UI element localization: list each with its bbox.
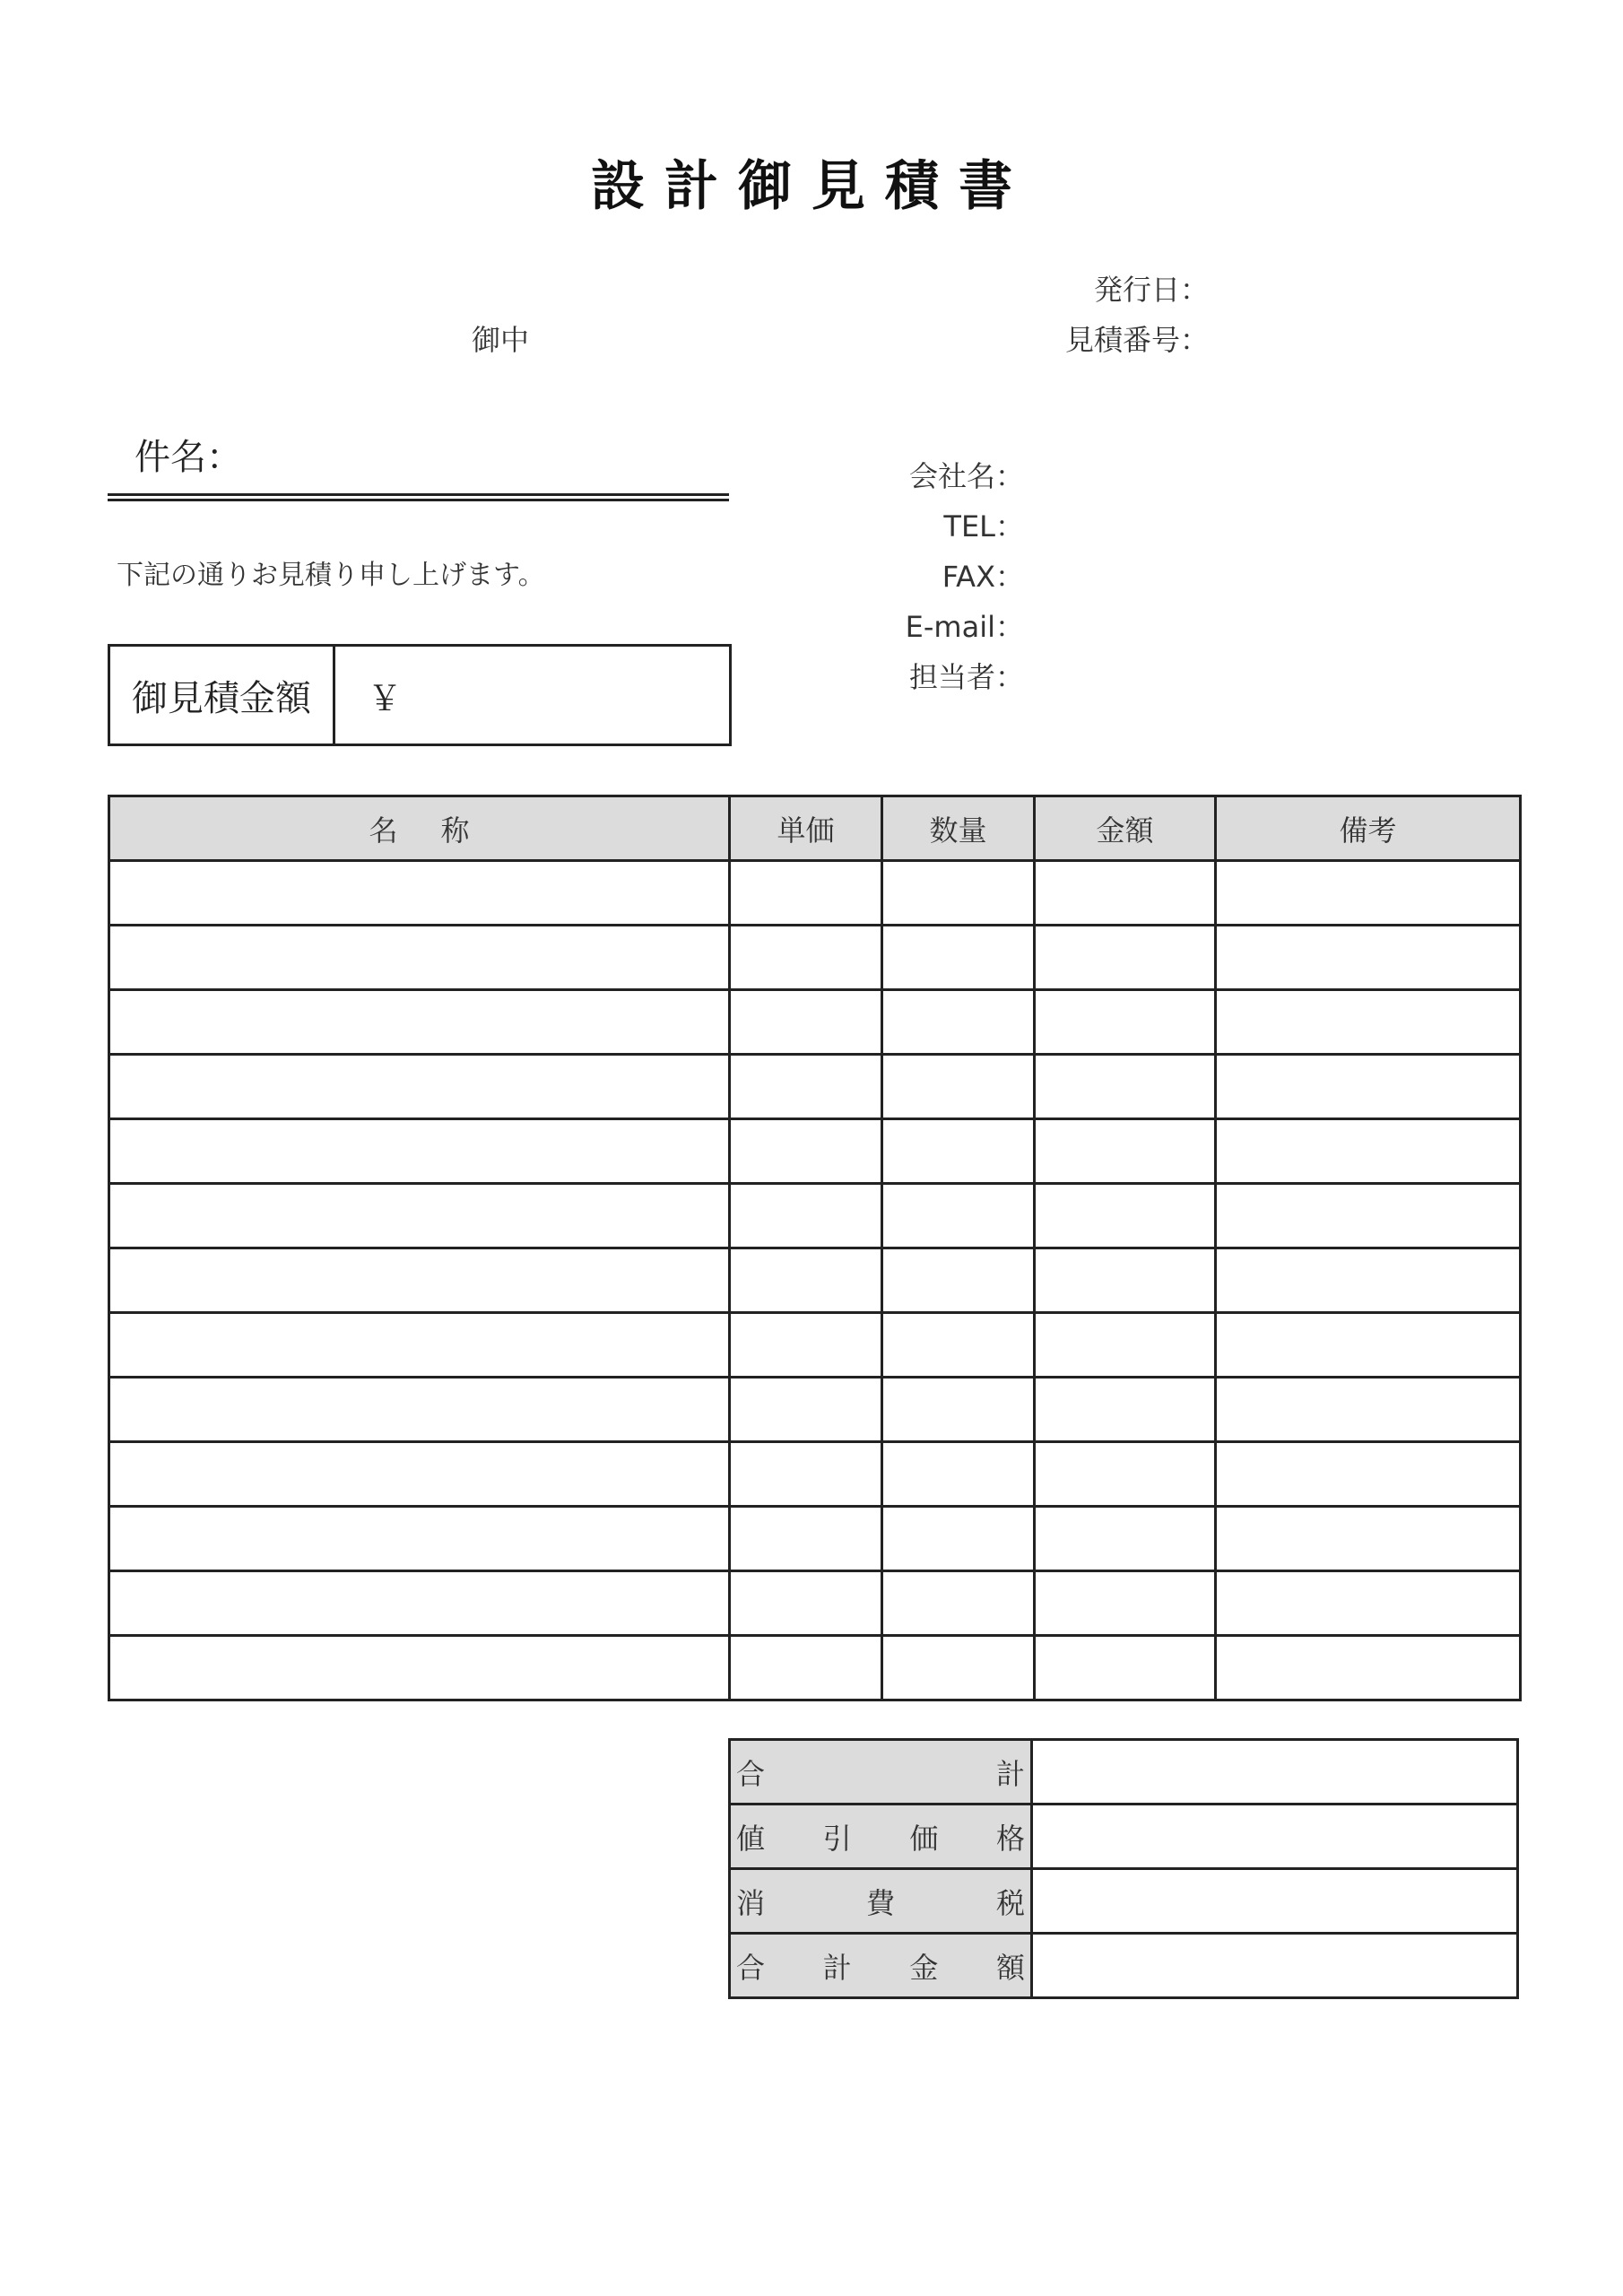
unit-price-cell[interactable]: [730, 1119, 882, 1184]
quantity-cell[interactable]: [882, 1507, 1035, 1571]
totals-label-char: 合: [736, 1756, 766, 1791]
unit-price-cell[interactable]: [730, 1571, 882, 1636]
unit-price-cell[interactable]: [730, 1442, 882, 1507]
totals-row: [730, 1869, 1518, 1934]
totals-row: [730, 1934, 1518, 1998]
amount-cell[interactable]: [1035, 926, 1216, 990]
addressee-suffix: 御中: [472, 323, 530, 357]
amount-cell[interactable]: [1035, 990, 1216, 1055]
quantity-cell[interactable]: [882, 1442, 1035, 1507]
totals-label: [730, 1805, 1032, 1869]
header-quantity: 数量: [882, 796, 1035, 861]
totals-label: [730, 1740, 1032, 1805]
table-row: [109, 1055, 1521, 1119]
table-row: [109, 1119, 1521, 1184]
header-unit-price: 単価: [730, 796, 882, 861]
totals-value-cell[interactable]: [1032, 1740, 1518, 1805]
header-remarks: 備考: [1216, 796, 1521, 861]
remarks-cell[interactable]: [1216, 1248, 1521, 1313]
table-row: [109, 1248, 1521, 1313]
subject-double-underline: [108, 493, 729, 501]
totals-value-cell[interactable]: [1032, 1934, 1518, 1998]
document-title: 設計御見積書: [591, 155, 1032, 218]
totals-label-char: 消: [736, 1885, 766, 1920]
estimate-amount-box: [108, 644, 732, 746]
remarks-cell[interactable]: [1216, 1119, 1521, 1184]
unit-price-cell[interactable]: [730, 1507, 882, 1571]
header-name: 名称: [109, 796, 730, 861]
totals-label-char: 格: [995, 1821, 1025, 1856]
totals-label-char: 税: [995, 1885, 1025, 1920]
totals-row: [730, 1740, 1518, 1805]
estimate-amount-field[interactable]: [335, 647, 729, 744]
name-cell[interactable]: [109, 861, 730, 926]
unit-price-cell[interactable]: [730, 1378, 882, 1442]
name-cell[interactable]: [109, 1507, 730, 1571]
table-row: [109, 1378, 1521, 1442]
name-cell[interactable]: [109, 1248, 730, 1313]
amount-cell[interactable]: [1035, 1507, 1216, 1571]
totals-label-char: 金: [909, 1950, 939, 1985]
company-name-label: 会社名：: [908, 459, 1024, 493]
company-contact-label: 担当者：: [908, 660, 1024, 694]
estimate-amount-label: 御見積金額: [110, 647, 335, 744]
amount-cell[interactable]: [1035, 1248, 1216, 1313]
amount-cell[interactable]: [1035, 1636, 1216, 1700]
quantity-cell[interactable]: [882, 1184, 1035, 1248]
currency-symbol: ￥: [368, 678, 403, 718]
subject-label: 件名：: [135, 437, 242, 478]
company-email-label: E-mail：: [905, 610, 1024, 644]
items-table: [108, 795, 1522, 1701]
name-cell[interactable]: [109, 1313, 730, 1378]
quantity-cell[interactable]: [882, 1313, 1035, 1378]
quantity-cell[interactable]: [882, 1636, 1035, 1700]
items-body: [109, 861, 1521, 1700]
totals-label-char: 合: [736, 1950, 766, 1985]
table-row: [109, 1313, 1521, 1378]
unit-price-cell[interactable]: [730, 1184, 882, 1248]
items-header-row: [109, 796, 1521, 861]
totals-value-cell[interactable]: [1032, 1805, 1518, 1869]
name-cell[interactable]: [109, 1442, 730, 1507]
amount-cell[interactable]: [1035, 861, 1216, 926]
totals-row: [730, 1805, 1518, 1869]
amount-cell[interactable]: [1035, 1313, 1216, 1378]
unit-price-cell[interactable]: [730, 1248, 882, 1313]
name-cell[interactable]: [109, 1378, 730, 1442]
totals-label-char: 引: [822, 1821, 852, 1856]
remarks-cell[interactable]: [1216, 861, 1521, 926]
remarks-cell[interactable]: [1216, 1184, 1521, 1248]
company-fax-label: FAX：: [942, 560, 1024, 594]
unit-price-cell[interactable]: [730, 926, 882, 990]
header-amount: 金額: [1035, 796, 1216, 861]
remarks-cell[interactable]: [1216, 1636, 1521, 1700]
remarks-cell[interactable]: [1216, 1507, 1521, 1571]
issue-date-label: 発行日：: [1093, 273, 1209, 307]
unit-price-cell[interactable]: [730, 1055, 882, 1119]
totals-label-char: 額: [995, 1950, 1025, 1985]
totals-value-cell[interactable]: [1032, 1869, 1518, 1934]
quantity-cell[interactable]: [882, 1378, 1035, 1442]
totals-label: [730, 1869, 1032, 1934]
amount-cell[interactable]: [1035, 1119, 1216, 1184]
totals-label-char: 計: [995, 1756, 1025, 1791]
totals-label-char: 計: [822, 1950, 852, 1985]
unit-price-cell[interactable]: [730, 1636, 882, 1700]
quantity-cell[interactable]: [882, 990, 1035, 1055]
quantity-cell[interactable]: [882, 1119, 1035, 1184]
totals-label: [730, 1934, 1032, 1998]
table-row: [109, 1571, 1521, 1636]
remarks-cell[interactable]: [1216, 926, 1521, 990]
remarks-cell[interactable]: [1216, 1378, 1521, 1442]
remarks-cell[interactable]: [1216, 1055, 1521, 1119]
unit-price-cell[interactable]: [730, 1313, 882, 1378]
quantity-cell[interactable]: [882, 926, 1035, 990]
name-cell[interactable]: [109, 1119, 730, 1184]
table-row: [109, 926, 1521, 990]
totals-label-char: 値: [736, 1821, 766, 1856]
amount-cell[interactable]: [1035, 1055, 1216, 1119]
table-row: [109, 861, 1521, 926]
table-row: [109, 990, 1521, 1055]
unit-price-cell[interactable]: [730, 990, 882, 1055]
amount-cell[interactable]: [1035, 1184, 1216, 1248]
amount-cell[interactable]: [1035, 1571, 1216, 1636]
remarks-cell[interactable]: [1216, 1571, 1521, 1636]
quantity-cell[interactable]: [882, 861, 1035, 926]
name-cell[interactable]: [109, 990, 730, 1055]
remarks-cell[interactable]: [1216, 990, 1521, 1055]
quantity-cell[interactable]: [882, 1248, 1035, 1313]
table-row: [109, 1442, 1521, 1507]
estimate-number-label: 見積番号：: [1064, 323, 1209, 357]
quantity-cell[interactable]: [882, 1571, 1035, 1636]
intro-text: 下記の通りお見積り申し上げます。: [117, 560, 545, 591]
quantity-cell[interactable]: [882, 1055, 1035, 1119]
table-row: [109, 1636, 1521, 1700]
remarks-cell[interactable]: [1216, 1313, 1521, 1378]
remarks-cell[interactable]: [1216, 1442, 1521, 1507]
name-cell[interactable]: [109, 926, 730, 990]
company-tel-label: TEL：: [943, 509, 1024, 544]
name-cell[interactable]: [109, 1184, 730, 1248]
unit-price-cell[interactable]: [730, 861, 882, 926]
table-row: [109, 1184, 1521, 1248]
totals-label-char: 価: [909, 1821, 939, 1856]
table-row: [109, 1507, 1521, 1571]
amount-cell[interactable]: [1035, 1442, 1216, 1507]
name-cell[interactable]: [109, 1571, 730, 1636]
totals-table: [728, 1738, 1519, 1999]
name-cell[interactable]: [109, 1636, 730, 1700]
amount-cell[interactable]: [1035, 1378, 1216, 1442]
totals-label-char: 費: [865, 1885, 895, 1920]
name-cell[interactable]: [109, 1055, 730, 1119]
